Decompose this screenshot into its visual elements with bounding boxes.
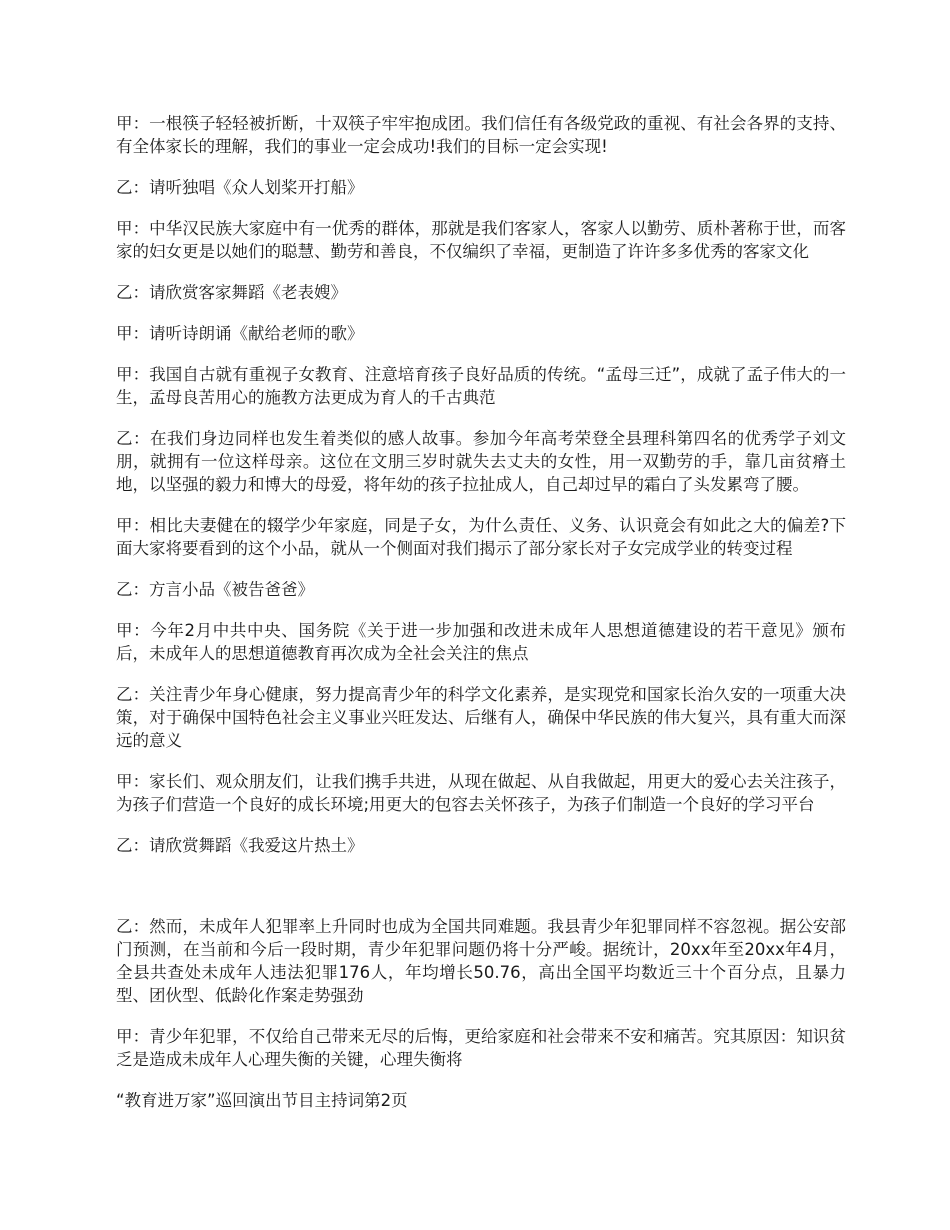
paragraph: 乙：然而，未成年人犯罪率上升同时也成为全国共同难题。我县青少年犯罪同样不容忽视。据公安部门预测，在当前和今后一段时期，青少年犯罪问题仍将十分严峻。据统计，20xx年至20xx年4月，全县共查处未成年人违法犯罪176人，年均增长50.76，高出全国平均数近三十个百分点，且暴力型、团伙型、低龄化作案走势强劲 — [116, 917, 846, 1005]
page-footer: “教育进万家”巡回演出节目主持词第2页 — [116, 1091, 408, 1110]
paragraph: 乙：请欣赏舞蹈《我爱这片热土》 — [116, 836, 364, 855]
paragraph: 甲：相比夫妻健在的辍学少年家庭，同是子女，为什么责任、义务、认识竟会有如此之大的偏差?下面大家将要看到的这个小品，就从一个侧面对我们揭示了部分家长对子女完成学业的转变过程 — [116, 516, 846, 558]
paragraph: 甲：青少年犯罪，不仅给自己带来无尽的后悔，更给家庭和社会带来不安和痛苦。究其原因：知识贫乏是造成未成年人心理失衡的关键，心理失衡将 — [116, 1027, 846, 1069]
paragraph: 乙：方言小品《被告爸爸》 — [116, 580, 314, 599]
paragraph: 甲：家长们、观众朋友们，让我们携手共进，从现在做起、从自我做起，用更大的爱心去关注孩子，为孩子们营造一个良好的成长环境;用更大的包容去关怀孩子，为孩子们制造一个良好的学习平台 — [116, 772, 846, 814]
section-gap — [116, 875, 846, 915]
paragraph: 乙：请听独唱《众人划桨开打船》 — [116, 178, 364, 197]
paragraph: 乙：关注青少年身心健康，努力提高青少年的科学文化素养，是实现党和国家长治久安的一项重大决策，对于确保中国特色社会主义事业兴旺发达、后继有人，确保中华民族的伟大复兴，具有重大而深远的意义 — [116, 685, 846, 750]
paragraph: 乙：在我们身边同样也发生着类似的感人故事。参加今年高考荣登全县理科第四名的优秀学子刘文朋，就拥有一位这样母亲。这位在文朋三岁时就失去丈夫的女性，用一双勤劳的手，靠几亩贫瘠土地，以坚强的毅力和博大的母爱，将年幼的孩子拉扯成人，自己却过早的霜白了头发累弯了腰。 — [116, 429, 846, 494]
paragraph: 甲：中华汉民族大家庭中有一优秀的群体，那就是我们客家人，客家人以勤劳、质朴著称于世，而客家的妇女更是以她们的聪慧、勤劳和善良，不仅编织了幸福，更制造了许许多多优秀的客家文化 — [116, 219, 846, 261]
paragraph: 乙：请欣赏客家舞蹈《老表嫂》 — [116, 283, 347, 302]
paragraph: 甲：一根筷子轻轻被折断，十双筷子牢牢抱成团。我们信任有各级党政的重视、有社会各界的支持、有全体家长的理解，我们的事业一定会成功!我们的目标一定会实现! — [116, 114, 846, 156]
paragraph: 甲：请听诗朗诵《献给老师的歌》 — [116, 324, 364, 343]
paragraph: 甲：今年2月中共中央、国务院《关于进一步加强和改进未成年人思想道德建设的若干意见》颁布后，未成年人的思想道德教育再次成为全社会关注的焦点 — [116, 621, 846, 663]
document-body — [116, 112, 846, 1130]
paragraph: 甲：我国自古就有重视子女教育、注意培育孩子良好品质的传统。“孟母三迁”，成就了孟子伟大的一生，孟母良苦用心的施教方法更成为育人的千古典范 — [116, 365, 846, 407]
